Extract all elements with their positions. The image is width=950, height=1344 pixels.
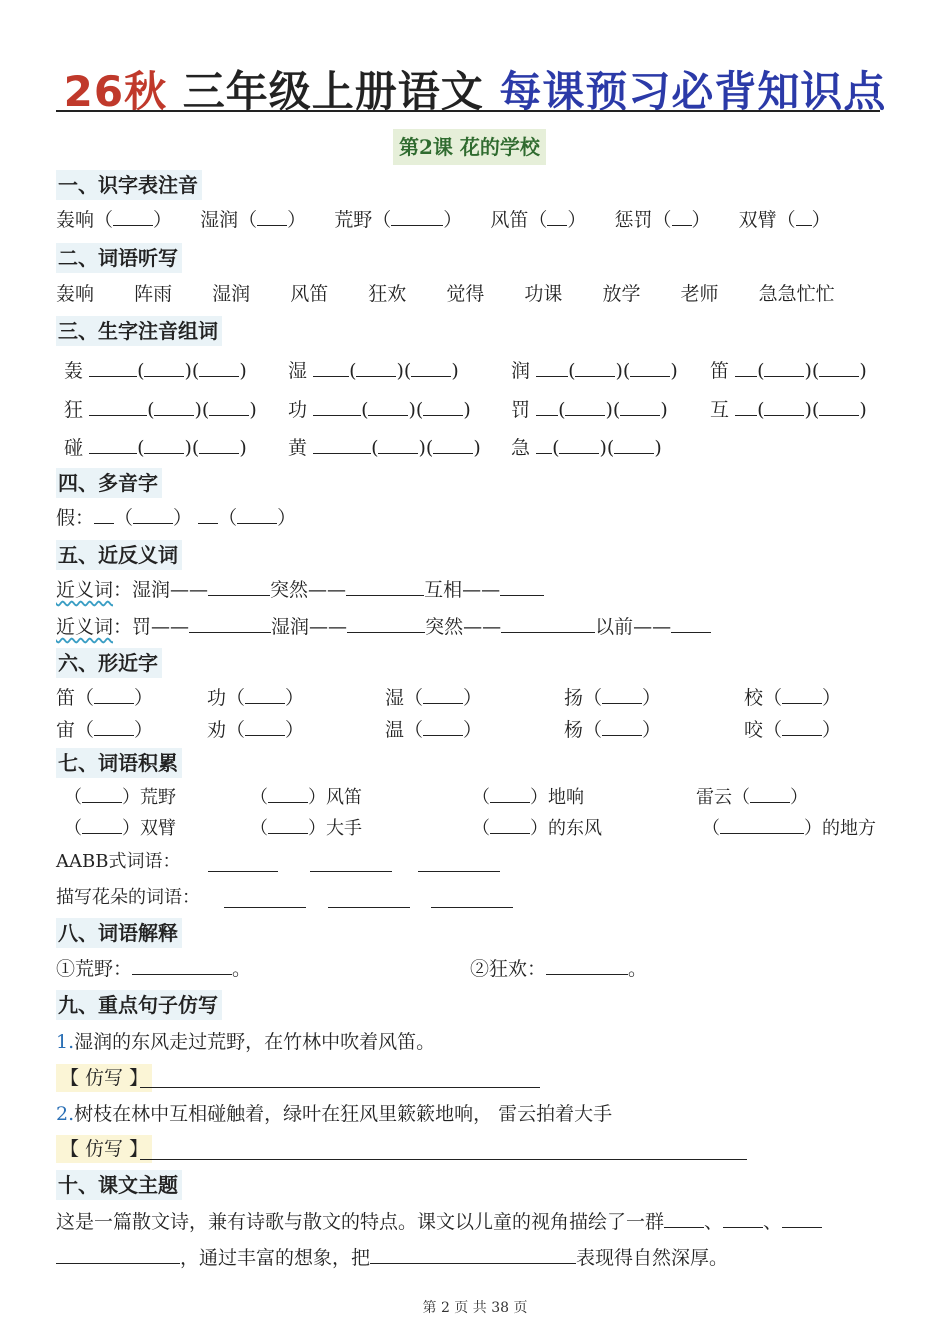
list-item: 湿润 bbox=[212, 283, 251, 305]
answer-blank[interactable] bbox=[490, 815, 530, 834]
list-item: 功课 bbox=[524, 283, 563, 305]
list-item: 阵雨 bbox=[134, 283, 173, 305]
answer-blank[interactable] bbox=[132, 956, 232, 975]
title-grade: 三年级上册语文 bbox=[167, 67, 500, 116]
phrase-item: （ ）的地方 bbox=[702, 815, 876, 843]
answer-blank[interactable] bbox=[819, 358, 859, 377]
answer-blank[interactable] bbox=[209, 397, 249, 416]
char-item: 功 ( )( ) bbox=[288, 399, 471, 421]
char-item: 笛 ( )( ) bbox=[710, 360, 867, 382]
answer-blank[interactable] bbox=[257, 207, 287, 226]
similar-char: 功（ ） bbox=[207, 687, 305, 709]
similar-char: 宙（ ） bbox=[56, 719, 154, 741]
answer-blank[interactable] bbox=[56, 1245, 180, 1264]
answer-blank[interactable] bbox=[268, 815, 308, 834]
list-item: 老师 bbox=[680, 283, 719, 305]
answer-blank[interactable] bbox=[671, 614, 711, 633]
answer-line[interactable] bbox=[140, 1159, 747, 1160]
lesson-title: 第2课 花的学校 bbox=[393, 129, 546, 165]
definition-item: ①荒野： 。 bbox=[56, 958, 252, 980]
answer-blank[interactable] bbox=[501, 614, 595, 633]
answer-blank[interactable] bbox=[423, 397, 463, 416]
section-heading-8: 八、词语解释 bbox=[56, 918, 182, 948]
answer-line[interactable] bbox=[431, 907, 513, 908]
phrase-item: （ ）双臂 bbox=[64, 815, 176, 843]
list-item: 风笛 bbox=[290, 283, 329, 305]
similar-char: 校（ ） bbox=[744, 687, 842, 709]
answer-blank[interactable] bbox=[313, 397, 361, 416]
answer-blank[interactable] bbox=[154, 397, 194, 416]
answer-blank[interactable] bbox=[82, 815, 122, 834]
answer-blank[interactable] bbox=[94, 505, 114, 524]
answer-blank[interactable] bbox=[208, 577, 270, 596]
list-item: 轰响 bbox=[56, 283, 95, 305]
answer-blank[interactable] bbox=[672, 207, 692, 226]
answer-blank[interactable] bbox=[94, 717, 134, 736]
answer-line[interactable] bbox=[328, 907, 410, 908]
page-number: 第 2 页 共 38 页 bbox=[422, 1300, 528, 1316]
answer-blank[interactable] bbox=[536, 358, 568, 377]
answer-blank[interactable] bbox=[664, 1209, 704, 1228]
answer-blank[interactable] bbox=[378, 435, 418, 454]
answer-blank[interactable] bbox=[133, 505, 173, 524]
list-item: 觉得 bbox=[446, 283, 485, 305]
answer-blank[interactable] bbox=[423, 717, 463, 736]
phrase-item: （ ）风笛 bbox=[250, 784, 362, 812]
model-sentence-2: 2.树枝在林中互相碰触着，绿叶在狂风里簌簌地响， 雷云拍着大手 bbox=[56, 1103, 613, 1125]
answer-blank[interactable] bbox=[500, 577, 544, 596]
answer-blank[interactable] bbox=[144, 435, 184, 454]
answer-blank[interactable] bbox=[189, 614, 271, 633]
section-heading-10: 十、课文主题 bbox=[56, 1170, 182, 1200]
answer-blank[interactable] bbox=[819, 397, 859, 416]
flower-words-label: 描写花朵的词语： bbox=[56, 887, 200, 908]
section-heading-7: 七、词语积累 bbox=[56, 748, 182, 778]
answer-blank[interactable] bbox=[313, 435, 371, 454]
answer-blank[interactable] bbox=[750, 784, 790, 803]
answer-blank[interactable] bbox=[782, 685, 822, 704]
answer-blank[interactable] bbox=[368, 397, 408, 416]
char-item: 碰 ( )( ) bbox=[64, 437, 247, 459]
answer-blank[interactable] bbox=[620, 397, 660, 416]
char-item: 急 ( )( ) bbox=[511, 437, 662, 459]
section-heading-6: 六、形近字 bbox=[56, 648, 162, 678]
answer-blank[interactable] bbox=[89, 435, 137, 454]
model-sentence-1: 1.湿润的东风走过荒野，在竹林中吹着风笛。 bbox=[56, 1031, 436, 1053]
list-item: 放学 bbox=[602, 283, 641, 305]
section-heading-5: 五、近反义词 bbox=[56, 540, 182, 570]
definition-item: ②狂欢： 。 bbox=[470, 958, 648, 980]
answer-blank[interactable] bbox=[796, 207, 812, 226]
answer-blank[interactable] bbox=[547, 207, 567, 226]
answer-blank[interactable] bbox=[245, 717, 285, 736]
list-item: 狂欢 bbox=[368, 283, 407, 305]
similar-char: 杨（ ） bbox=[564, 719, 662, 741]
section-heading-3: 三、生字注音组词 bbox=[56, 316, 222, 346]
similar-char: 劝（ ） bbox=[207, 719, 305, 741]
answer-blank[interactable] bbox=[391, 207, 443, 226]
similar-char: 咬（ ） bbox=[744, 719, 842, 741]
imitate-label: 【 仿写 】 bbox=[56, 1135, 152, 1163]
answer-blank[interactable] bbox=[82, 784, 122, 803]
answer-blank[interactable] bbox=[356, 358, 396, 377]
synonym-row-1: 近义词：湿润—— 突然—— 互相—— bbox=[56, 576, 544, 604]
title-divider bbox=[56, 110, 880, 112]
phrase-item: （ ）荒野 bbox=[64, 784, 176, 812]
aabb-label: AABB式词语： bbox=[56, 851, 181, 872]
char-item: 黄 ( )( ) bbox=[288, 437, 481, 459]
section-heading-4: 四、多音字 bbox=[56, 468, 162, 498]
answer-blank[interactable] bbox=[113, 207, 153, 226]
answer-line[interactable] bbox=[418, 871, 500, 872]
char-item: 润 ( )( ) bbox=[511, 360, 678, 382]
answer-blank[interactable] bbox=[237, 505, 277, 524]
answer-blank[interactable] bbox=[735, 358, 757, 377]
theme-line-2: ，通过丰富的想象，把 表现得自然深厚。 bbox=[56, 1244, 728, 1272]
answer-blank[interactable] bbox=[764, 358, 804, 377]
answer-blank[interactable] bbox=[735, 397, 757, 416]
polyphone-row: 假： （ ） （ ） bbox=[56, 507, 297, 529]
title-season: 26秋 bbox=[63, 67, 168, 116]
answer-blank[interactable] bbox=[546, 956, 628, 975]
answer-line[interactable] bbox=[140, 1087, 540, 1088]
answer-blank[interactable] bbox=[199, 358, 239, 377]
answer-blank[interactable] bbox=[268, 784, 308, 803]
answer-blank[interactable] bbox=[346, 577, 424, 596]
section-heading-1: 一、识字表注音 bbox=[56, 170, 202, 200]
phrase-item: （ ）大手 bbox=[250, 815, 362, 843]
answer-blank[interactable] bbox=[559, 435, 599, 454]
synonym-row-2: 近义词：罚—— 湿润—— 突然—— 以前—— bbox=[56, 613, 711, 641]
char-item: 湿 ( )( ) bbox=[288, 360, 459, 382]
answer-blank[interactable] bbox=[89, 397, 147, 416]
answer-line[interactable] bbox=[310, 871, 392, 872]
s1-row: 轰响（ ） 湿润（ ） 荒野（ ） 风笛（ ） 惩罚（ ） 双臂（ ） bbox=[56, 209, 831, 231]
answer-blank[interactable] bbox=[198, 505, 218, 524]
answer-blank[interactable] bbox=[630, 358, 670, 377]
phrase-item: 雷云（ ） bbox=[696, 784, 808, 812]
answer-blank[interactable] bbox=[433, 435, 473, 454]
answer-blank[interactable] bbox=[490, 784, 530, 803]
answer-blank[interactable] bbox=[602, 717, 642, 736]
char-item: 轰 ( )( ) bbox=[64, 360, 247, 382]
word-list bbox=[56, 280, 835, 308]
answer-blank[interactable] bbox=[144, 358, 184, 377]
phrase-item: （ ）地响 bbox=[472, 784, 584, 812]
imitate-label: 【 仿写 】 bbox=[56, 1064, 152, 1092]
char-item: 狂 ( )( ) bbox=[64, 399, 257, 421]
similar-char: 笛（ ） bbox=[56, 687, 154, 709]
answer-blank[interactable] bbox=[89, 358, 137, 377]
answer-blank[interactable] bbox=[370, 1245, 576, 1264]
answer-blank[interactable] bbox=[602, 685, 642, 704]
answer-blank[interactable] bbox=[565, 397, 605, 416]
title-topic: 每课预习必背知识点 bbox=[499, 67, 887, 116]
answer-blank[interactable] bbox=[536, 397, 558, 416]
similar-char: 湿（ ） bbox=[385, 687, 483, 709]
char-item: 互 ( )( ) bbox=[710, 399, 867, 421]
similar-char: 温（ ） bbox=[385, 719, 483, 741]
list-item: 急急忙忙 bbox=[758, 283, 835, 305]
theme-line-1: 这是一篇散文诗，兼有诗歌与散文的特点。课文以儿童的视角描绘了一群 、 、 bbox=[56, 1208, 822, 1236]
answer-blank[interactable] bbox=[764, 397, 804, 416]
answer-blank[interactable] bbox=[411, 358, 451, 377]
answer-blank[interactable] bbox=[575, 358, 615, 377]
section-heading-9: 九、重点句子仿写 bbox=[56, 990, 222, 1020]
answer-blank[interactable] bbox=[199, 435, 239, 454]
answer-blank[interactable] bbox=[94, 685, 134, 704]
answer-blank[interactable] bbox=[614, 435, 654, 454]
section-heading-2: 二、词语听写 bbox=[56, 243, 182, 273]
answer-blank[interactable] bbox=[313, 358, 349, 377]
phrase-item: （ ）的东风 bbox=[472, 815, 602, 843]
similar-char: 扬（ ） bbox=[564, 687, 662, 709]
answer-line[interactable] bbox=[208, 871, 278, 872]
answer-blank[interactable] bbox=[536, 435, 552, 454]
answer-line[interactable] bbox=[224, 907, 306, 908]
answer-blank[interactable] bbox=[720, 815, 804, 834]
answer-blank[interactable] bbox=[782, 717, 822, 736]
page-title bbox=[0, 62, 950, 122]
answer-blank[interactable] bbox=[347, 614, 425, 633]
char-item: 罚 ( )( ) bbox=[511, 399, 668, 421]
answer-blank[interactable] bbox=[423, 685, 463, 704]
answer-blank[interactable] bbox=[723, 1209, 763, 1228]
answer-blank[interactable] bbox=[782, 1209, 822, 1228]
answer-blank[interactable] bbox=[245, 685, 285, 704]
